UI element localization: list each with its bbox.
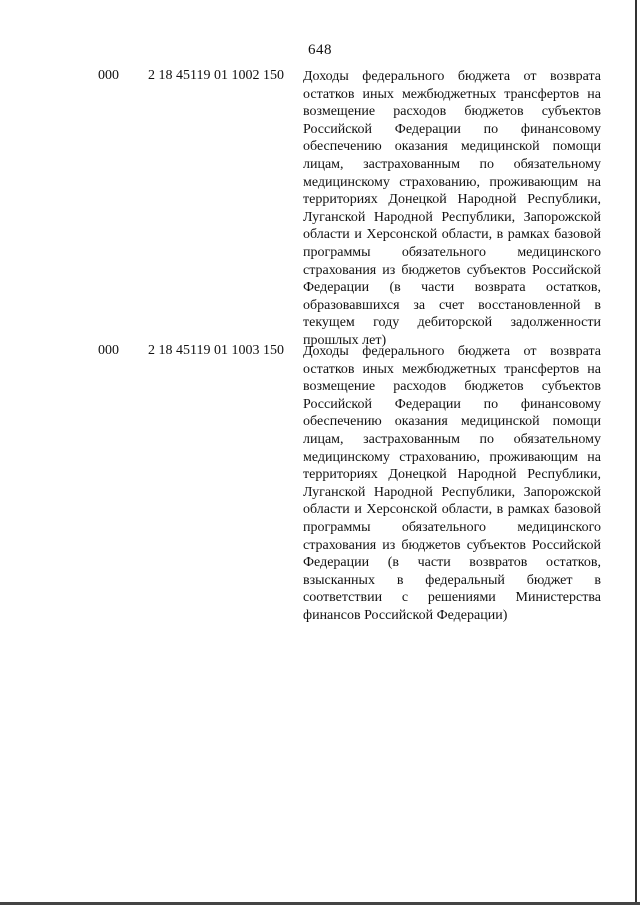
page-number: 648 <box>308 42 332 58</box>
page-edge-right <box>635 0 637 905</box>
entry-description: Доходы федерального бюджета от возврата остатков иных межбюджетных трансфертов на возмещение расходов бюджетов субъектов Российской Федерации по финансовому обеспечению оказания медицинской помощи лицам, застрахованным по обязательному медицинскому страхованию, проживающим на территориях Донецкой Народной Республики, Луганской Народной Республики, Запорожской области и Херсонской области, в рамках базовой программы обязательного медицинского страхования из бюджетов субъектов Российской Федерации (в части возврата остатков, образовавшихся за счет восстановленной в текущем году дебиторской задолженности прошлых лет) <box>303 69 601 348</box>
admin-code: 000 <box>98 68 119 83</box>
kbk-code: 2 18 45119 01 1002 150 <box>148 68 284 83</box>
admin-code: 000 <box>98 343 119 358</box>
entry-description: Доходы федерального бюджета от возврата остатков иных межбюджетных трансфертов на возмещение расходов бюджетов субъектов Российской Федерации по финансовому обеспечению оказания медицинской помощи лицам, застрахованным по обязательному медицинскому страхованию, проживающим на территориях Донецкой Народной Республики, Луганской Народной Республики, Запорожской области и Херсонской области, в рамках базовой программы обязательного медицинского страхования из бюджетов субъектов Российской Федерации (в части возвратов остатков, взысканных в федеральный бюджет в соответствии с решениями Министерства финансов Российской Федерации) <box>303 344 601 623</box>
kbk-code: 2 18 45119 01 1003 150 <box>148 343 284 358</box>
